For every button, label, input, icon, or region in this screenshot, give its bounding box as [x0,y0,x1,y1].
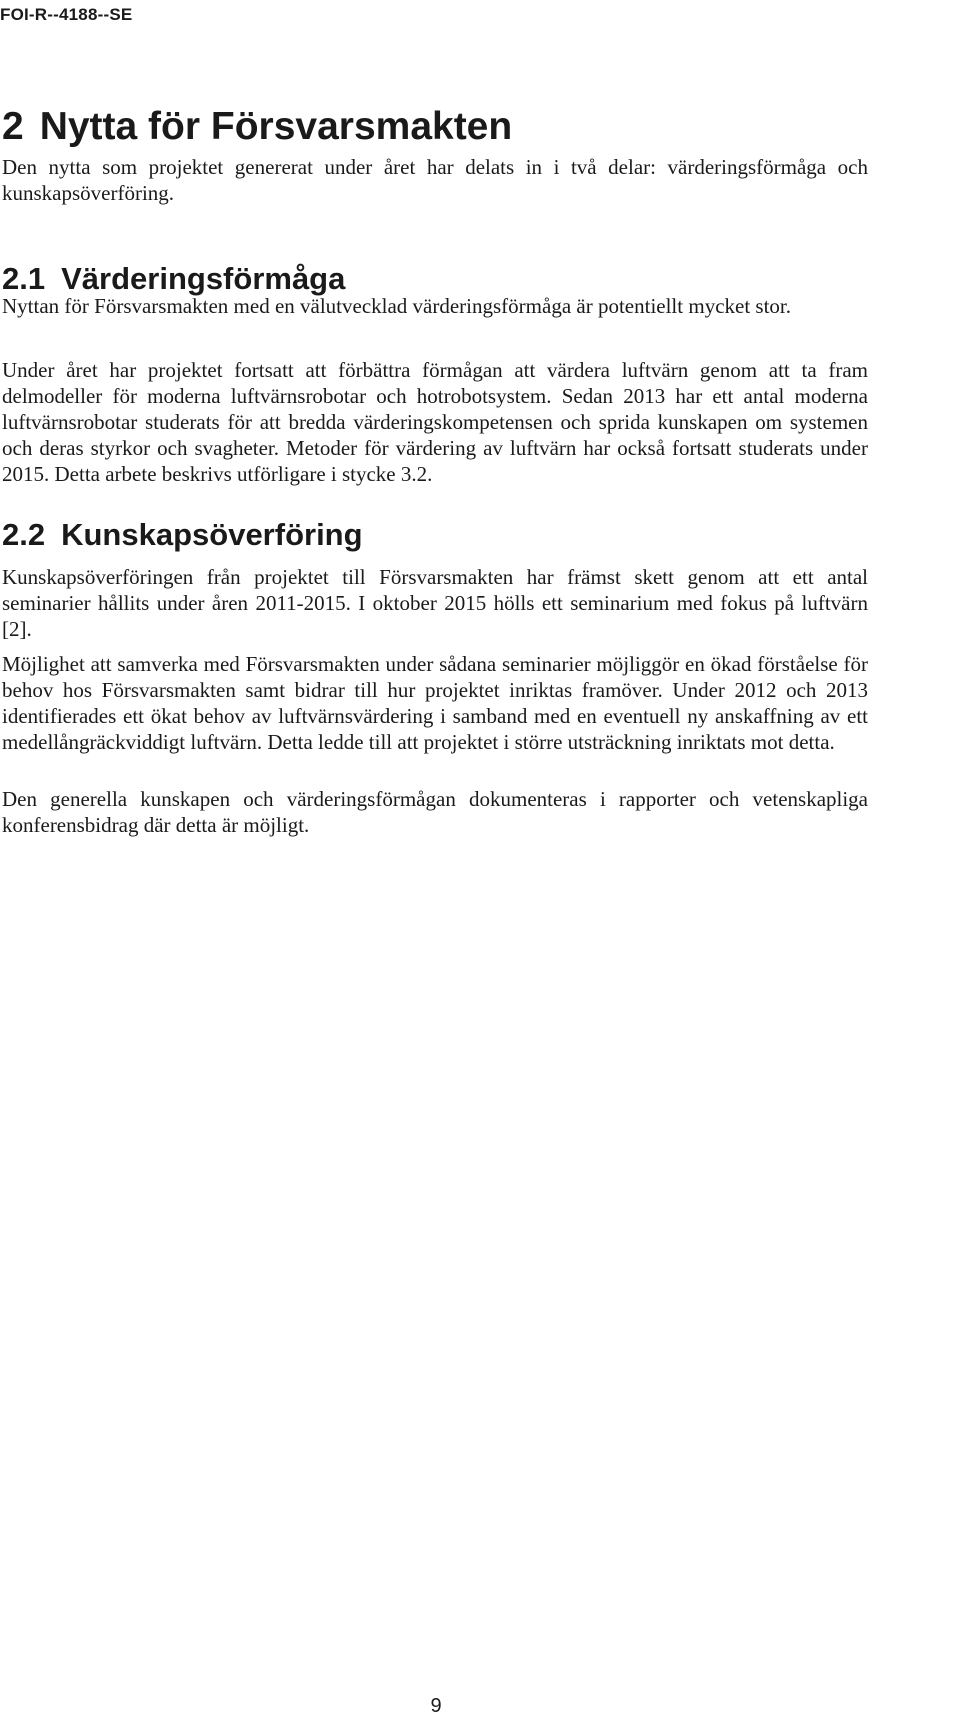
section-2-1-paragraph-2: Under året har projektet fortsatt att förbättra förmågan att värdera luftvärn genom att ta fram delmodeller för moderna luftvärnsrobotar och hotrobotsystem. Sedan 2013 har ett antal moderna luftvärnsrobotar studerats för att bredda värderingskompetensen och sprida kunskapen om systemen och deras styrkor och svagheter. Metoder för värdering av luftvärn har också fortsatt studerats under 2015. Detta arbete beskrivs utförligare i stycke 3.2. [2,358,868,486]
chapter-title: Nytta för Försvarsmakten [39,105,513,148]
section-2-2-title: Kunskapsöverföring [61,517,363,552]
page-number: 9 [430,1695,442,1717]
section-2-2-paragraph-3: Den generella kunskapen och värderingsförmågan dokumenteras i rapporter och vetenskapliga konferensbidrag där detta är möjligt. [2,787,868,837]
chapter-number: 2 [2,105,24,148]
section-2-2-heading [2,515,363,555]
section-2-1-number: 2.1 [2,261,46,296]
section-2-2-paragraph-2: Möjlighet att samverka med Försvarsmakten under sådana seminarier möjliggör en ökad förståelse för behov hos Försvarsmakten samt bidrar till hur projektet inriktas framöver. Under 2012 och 2013 identifierades ett ökat behov av luftvärnsvärdering i samband med en eventuell ny anskaffning av ett medellångräckviddigt luftvärn. Detta ledde till att projektet i större utsträckning inriktats mot detta. [2,652,868,754]
section-2-2-paragraph-1: Kunskapsöverföringen från projektet till Försvarsmakten har främst skett genom att ett antal seminarier hållits under åren 2011-2015. I oktober 2015 hölls ett seminarium med fokus på luftvärn [2]. [2,565,868,641]
section-2-2-number: 2.2 [2,517,46,552]
report-id: FOI-R--4188--SE [0,5,133,24]
section-2-1-title: Värderingsförmåga [61,261,346,296]
chapter-intro: Den nytta som projektet genererat under året har delats in i två delar: värderingsförmåga och kunskapsöverföring. [2,155,868,205]
section-2-1-paragraph-1: Nyttan för Försvarsmakten med en välutvecklad värderingsförmåga är potentiellt mycket stor. [2,294,792,318]
chapter-heading [2,103,512,151]
